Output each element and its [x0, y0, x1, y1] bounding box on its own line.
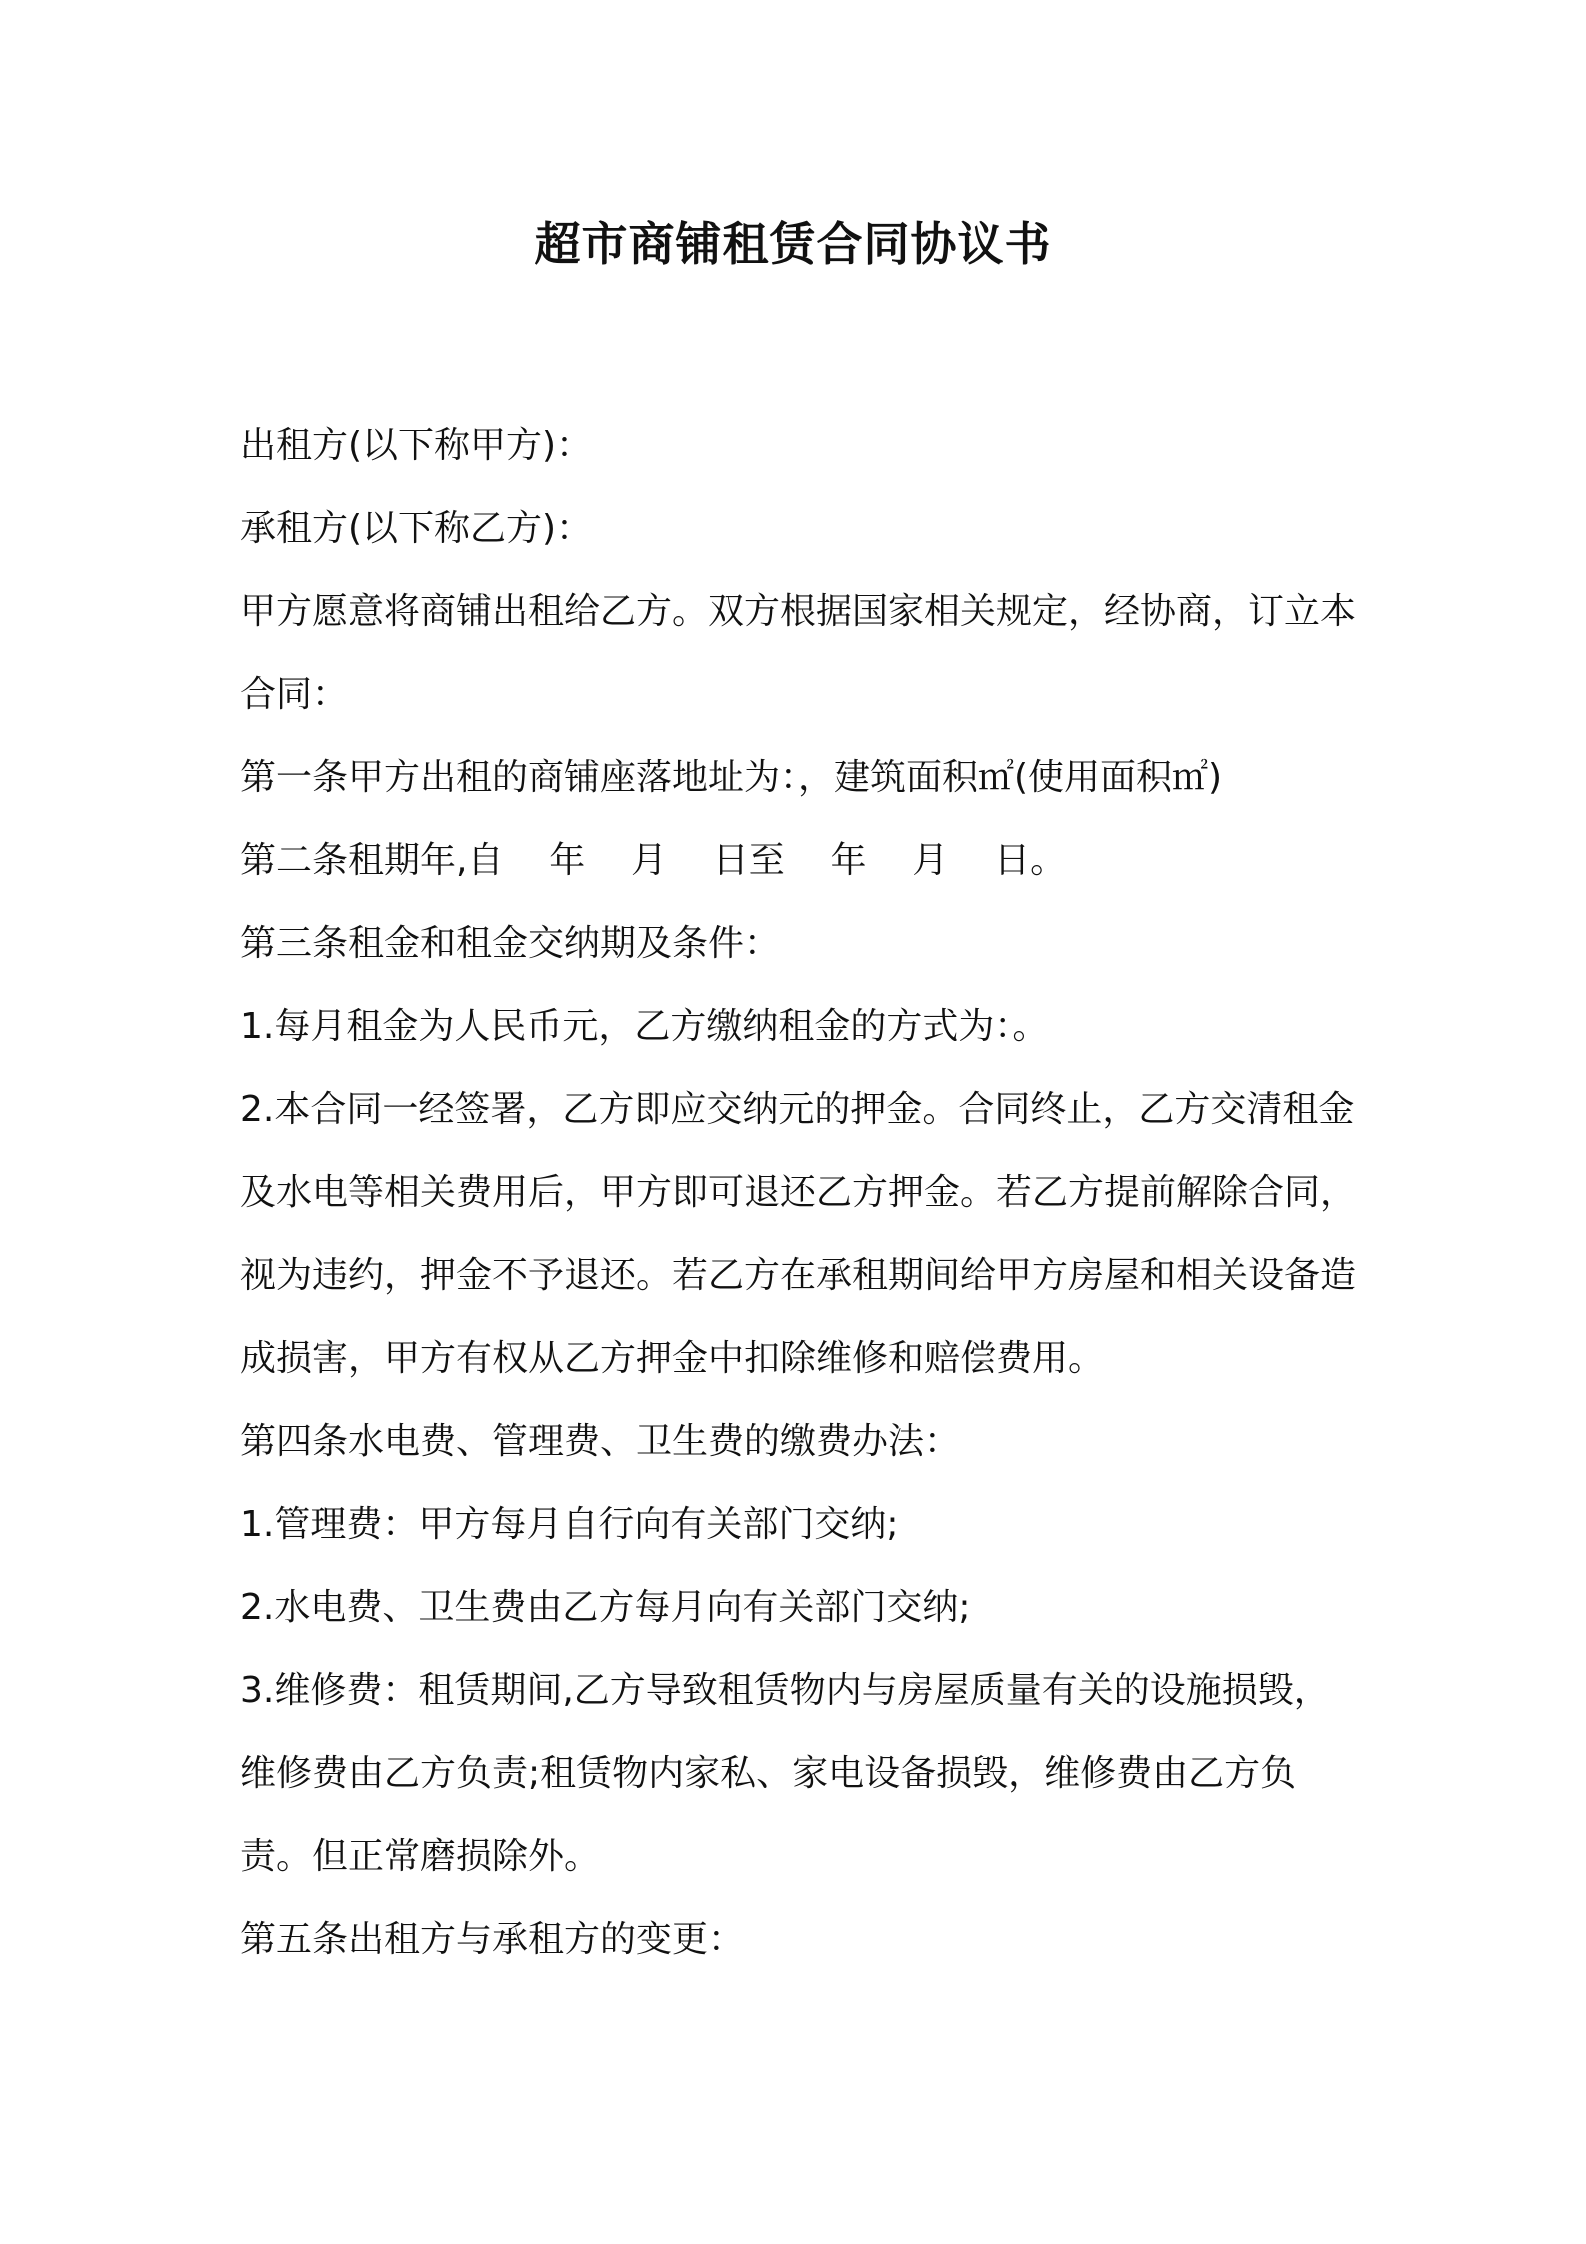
paragraph-article-4-item-1: 1.管理费：甲方每月自行向有关部门交纳;	[240, 1504, 899, 1545]
paragraph-article-4-item-2: 2.水电费、卫生费由乙方每月向有关部门交纳;	[240, 1587, 971, 1628]
paragraph-article-4-item-3: 3.维修费：租赁期间,乙方导致租赁物内与房屋质量有关的设施损毁，维修费由乙方负责;租赁物内家私、家电设备损毁，维修费由乙方负责。但正常磨损除外。	[240, 1670, 1330, 1877]
paragraph-lessor: 出租方(以下称甲方)：	[240, 425, 593, 466]
paragraph-article-4: 第四条水电费、管理费、卫生费的缴费办法：	[240, 1421, 961, 1462]
paragraph-intro: 甲方愿意将商铺出租给乙方。双方根据国家相关规定，经协商，订立本合同：	[240, 591, 1357, 715]
paragraph-article-3-item-1: 1.每月租金为人民币元，乙方缴纳租金的方式为：。	[240, 1006, 1049, 1047]
paragraph-article-1: 第一条甲方出租的商铺座落地址为：，建筑面积㎡(使用面积㎡)	[240, 757, 1223, 798]
document-body	[240, 404, 1360, 1981]
paragraph-lessee: 承租方(以下称乙方)：	[240, 508, 593, 549]
paragraph-article-2: 第二条租期年,自 年 月 日至 年 月 日。	[240, 840, 1067, 881]
document-title: 超市商铺租赁合同协议书	[534, 217, 1052, 271]
paragraph-article-3: 第三条租金和租金交纳期及条件：	[240, 923, 781, 964]
paragraph-article-5: 第五条出租方与承租方的变更：	[240, 1919, 745, 1960]
paragraph-article-3-item-2: 2.本合同一经签署，乙方即应交纳元的押金。合同终止，乙方交清租金及水电等相关费用后，甲方即可退还乙方押金。若乙方提前解除合同，视为违约，押金不予退还。若乙方在承租期间给甲方房屋和相关设备造成损害，甲方有权从乙方押金中扣除维修和赔偿费用。	[240, 1089, 1357, 1379]
